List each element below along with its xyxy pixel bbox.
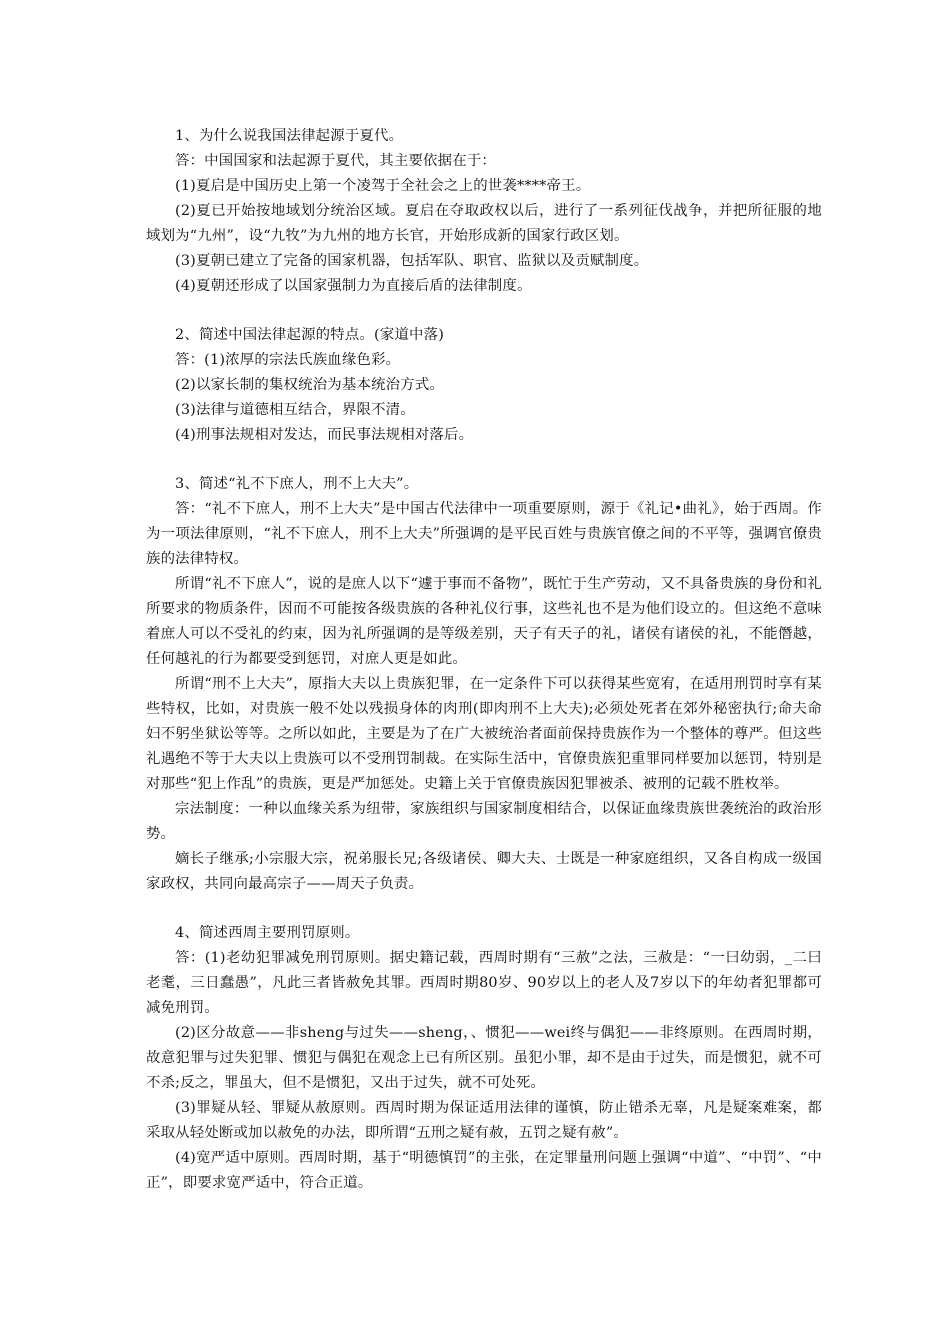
qa-section-2 — [146, 323, 822, 448]
question-heading: 3、简述“礼不下庶人，刑不上大夫”。 — [175, 476, 419, 492]
question-heading: 2、简述中国法律起源的特点。(家道中落) — [175, 327, 445, 343]
answer-paragraph: (2)区分故意——非sheng与过失——sheng，、惯犯——wei终与偶犯——非终原则。在西周时期，故意犯罪与过失犯罪、惯犯与偶犯在观念上已有所区别。虽犯小罪，却不是由于过失，而是惯犯，就不可不杀;反之，罪虽大，但不是惯犯，又出于过失，就不可处死。 — [146, 1025, 822, 1091]
answer-paragraph: (1)夏启是中国历史上第一个凌驾于全社会之上的世袭****帝王。 — [175, 178, 591, 194]
answer-paragraph: (3)法律与道德相互结合，界限不清。 — [175, 402, 415, 418]
answer-paragraph: 所谓“礼不下庶人”，说的是庶人以下“遽于事而不备物”，既忙于生产劳动，又不具备贵族的身份和礼所要求的物质条件，因而不可能按各级贵族的各种礼仪行事，这些礼也不是为他们设立的。但这绝不意味着庶人可以不受礼的约束，因为礼所强调的是等级差别，天子有天子的礼，诸侯有诸侯的礼，不能僭越，任何越礼的行为都要受到惩罚，对庶人更是如此。 — [146, 576, 822, 667]
answer-paragraph: (2)夏已开始按地域划分统治区域。夏启在夺取政权以后，进行了一系列征伐战争，并把所征服的地域划为“九州”，设“九牧”为九州的地方长官，开始形成新的国家行政区划。 — [146, 203, 822, 244]
answer-paragraph: 答：(1)浓厚的宗法氏族血缘色彩。 — [175, 352, 401, 368]
answer-paragraph: 答：(1)老幼犯罪减免刑罚原则。据史籍记载，西周时期有“三赦”之法，三赦是：“一曰幼弱，_二曰老耄，三日蠢愚”，凡此三者皆赦免其罪。西周时期80岁、90岁以上的老人及7岁以下的年幼者犯罪都可减免刑罚。 — [146, 950, 822, 1016]
qa-section-4 — [146, 921, 822, 1196]
answer-paragraph: (2)以家长制的集权统治为基本统治方式。 — [175, 377, 445, 393]
answer-paragraph: (4)宽严适中原则。西周时期，基于“明德慎罚”的主张，在定罪量刑问题上强调“中道”、“中罚”、“中正”，即要求宽严适中，符合正道。 — [146, 1150, 822, 1191]
question-heading: 1、为什么说我国法律起源于夏代。 — [175, 128, 404, 144]
question-heading: 4、简述西周主要刑罚原则。 — [175, 925, 360, 941]
document-page — [146, 124, 822, 1220]
answer-paragraph: (4)夏朝还形成了以国家强制力为直接后盾的法律制度。 — [175, 278, 532, 294]
answer-paragraph: 宗法制度：一种以血缘关系为纽带，家族组织与国家制度相结合，以保证血缘贵族世袭统治的政治形势。 — [146, 801, 822, 842]
answer-paragraph: 所谓“刑不上大夫”，原指大夫以上贵族犯罪，在一定条件下可以获得某些宽宥，在适用刑罚时享有某些特权，比如，对贵族一般不处以残损身体的肉刑(即肉刑不上大夫);必须处死者在郊外秘密执行;命夫命妇不躬坐狱讼等等。之所以如此，主要是为了在广大被统治者面前保持贵族作为一个整体的尊严。但这些礼遇绝不等于大夫以上贵族可以不受刑罚制裁。在实际生活中，官僚贵族犯重罪同样要加以惩罚，特别是对那些“犯上作乱”的贵族，更是严加惩处。史籍上关于官僚贵族因犯罪被杀、被刑的记载不胜枚举。 — [146, 676, 822, 792]
answer-paragraph: (3)罪疑从轻、罪疑从赦原则。西周时期为保证适用法律的谨慎，防止错杀无辜，凡是疑案难案，都采取从轻处断或加以赦免的办法，即所谓“五刑之疑有赦，五罚之疑有赦”。 — [146, 1100, 822, 1141]
qa-section-3 — [146, 472, 822, 897]
answer-paragraph: 答：中国国家和法起源于夏代，其主要依据在于： — [175, 153, 496, 169]
answer-paragraph: 嫡长子继承;小宗服大宗，祝弟服长兄;各级诸侯、卿大夫、士既是一种家庭组织，又各自构成一级国家政权，共同向最高宗子——周天子负责。 — [146, 851, 822, 892]
qa-section-1 — [146, 124, 822, 299]
answer-paragraph: (3)夏朝已建立了完备的国家机器，包括军队、职官、监狱以及贡赋制度。 — [175, 253, 649, 269]
answer-paragraph: (4)刑事法规相对发达，而民事法规相对落后。 — [175, 427, 474, 443]
answer-paragraph: 答：“礼不下庶人，刑不上大夫”是中国古代法律中一项重要原则，源于《礼记•曲礼》，始于西周。作为一项法律原则，“礼不下庶人，刑不上大夫”所强调的是平民百姓与贵族官僚之间的不平等，强调官僚贵族的法律特权。 — [146, 501, 822, 567]
